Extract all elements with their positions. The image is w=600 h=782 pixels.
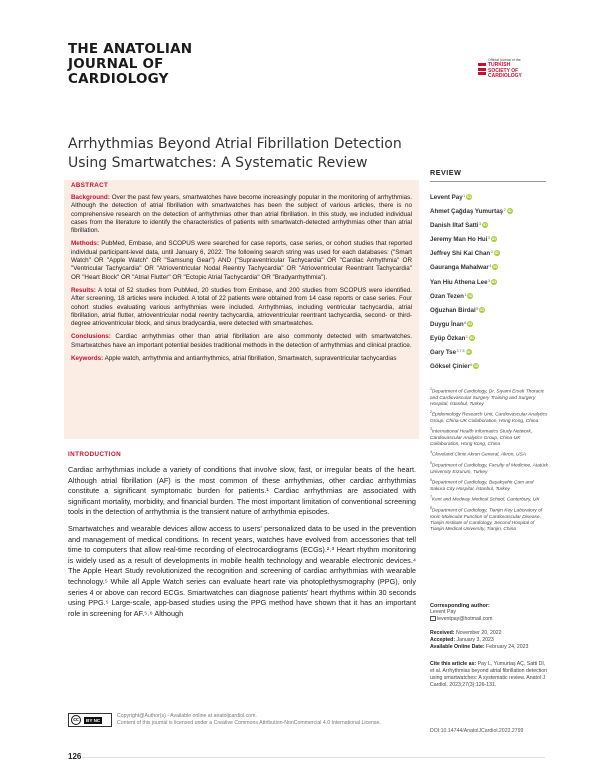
citation-text: Pay L, Yumurtaş AÇ, Satti DI, et al. Arrhythmias beyond atrial fibrillation detection using smartwatches: A systematic review. Anatol J Cardiol. 2023;27(3):126-131. — [430, 661, 548, 688]
orcid-icon[interactable]: iD — [494, 250, 499, 256]
affiliation-item: $^1$Department of Cardiology, Dr. Siyami Ersek Thoracic and Cardiovascular Surgery Training and Surgery Hospital, İstanbul, Turkey — [430, 387, 545, 407]
orcid-icon[interactable]: iD — [469, 334, 474, 340]
orcid-icon[interactable]: iD — [492, 278, 497, 284]
introduction-heading: INTRODUCTION — [68, 451, 122, 458]
introduction-section — [68, 451, 416, 625]
abstract-box — [64, 180, 419, 439]
corresponding-name: Levent Pay — [430, 609, 456, 615]
online-date: Available Online Date: February 24, 2023 — [430, 644, 529, 650]
author-item: Duygu İnan $^6$ iD — [430, 320, 473, 328]
affiliation-list — [430, 386, 548, 534]
corresponding-email[interactable]: leventpay@hotmail.com — [437, 616, 493, 622]
author-item: Ozan Tezen $^1$ iD — [430, 292, 473, 300]
accepted-date: Accepted: January 3, 2023 — [430, 637, 494, 643]
journal-title-line: THE ANATOLIAN — [68, 41, 193, 57]
orcid-icon[interactable]: iD — [482, 222, 487, 228]
footer-divider — [82, 757, 545, 758]
license-text: Copyright@Author(s) - Available online at anatoljcardiol.com. Content of this journal is licensed under a Creative Commons Attribution-NonCommercial 4.0 International License. — [117, 713, 381, 726]
abstract-results: Results: A total of 52 studies from PubMed, 20 studies from Embase, and 200 studies from SCOPUS were identified. After screening, 18 articles were included. A total of 22 patients were obtained from 14 case reports or case series. Four cohort studies evaluating various arrhythmias were included. Arrhythmias, including ventricular tachycardia, atrial fibrillation, atrial flutter, atrioventricular nodal reentry tachycardia, atrioventricular reentrant tachycardia, second- or third-degree atrioventricular block, and sinus bradycardia, were detected with smartwatches. — [71, 286, 412, 328]
orcid-icon[interactable]: iD — [507, 208, 512, 214]
license-block — [68, 713, 418, 727]
affiliation-item: $^2$Epidemiology Research Unit, Cardiovascular Analytics Group, China-UK Collaboration, Hong Kong, China — [430, 410, 548, 424]
review-divider — [430, 181, 546, 182]
society-name: TURKISH SOCIETY OF CARDIOLOGY — [488, 62, 522, 80]
affiliation-item: $^4$Cleveland Clinic Akron General, Akron, USA — [430, 450, 526, 458]
corresponding-author — [430, 603, 548, 623]
introduction-paragraph: Smartwatches and wearable devices allow access to users' personalized data to be used in the prevention and management of medical conditions. In recent years, watches have evolved from accessories that tell time to computers that allow real-time recording of electrocardiograms (ECGs).²˒³ Heart rhythm monitoring is widely used as a result of developments in mobile health technology and wearable electronic devices.⁴ The Apple Heart Study revolutionized the recognition and screening of cardiac arrhythmias with wearable technology.⁵ While all Apple Watch series can evaluate heart rate via photoplethysmography (PPG), only series 4 or above can record ECGs. Smartwatches can diagnose patients' heart rhythms within 30 seconds using PPG.⁵ Large-scale, app-based studies using the PPG method have shown that it has an important role in screening for AF.⁵˒⁶ Although — [68, 523, 416, 618]
orcid-icon[interactable]: iD — [467, 194, 472, 199]
orcid-icon[interactable]: iD — [493, 264, 498, 270]
orcid-icon[interactable]: iD — [480, 306, 485, 312]
abstract-conclusions: Conclusions: Cardiac arrhythmias other than atrial fibrillation are also commonly detected with smartwatches. Smartwatches have an important potential besides traditional methods in the detection of arrhythmias and clinical practice. — [71, 333, 412, 349]
affiliation-item: $^5$Department of Cardiology, Faculty of Medicine, Atatürk University Erzurum, Turkey — [430, 461, 548, 475]
creative-commons-icon: cc BY NC — [68, 713, 112, 727]
abstract-heading: ABSTRACT — [71, 182, 109, 189]
affiliation-item: $^6$Department of Cardiology, Başakşehir Çam and Sakura City Hospital, İstanbul, Turkey — [430, 478, 534, 492]
abstract-background: Background: Over the past few years, smartwatches have become increasingly popular in the monitoring of arrhythmias. Although the detection of atrial fibrillation with smartwatches has been the subject of various articles, there is no comprehensive research on the detection of arrhythmias other than atrial fibrillation. In this study, we included individual cases from the literature to identify the characteristics of patients with smartwatch-detected arrhythmias other than atrial fibrillation. — [71, 194, 412, 235]
abstract-methods: Methods: PubMed, Embase, and SCOPUS were searched for case reports, case series, or cohort studies that reported individual participant-level data, until January 6, 2022. The following search string was used for each databases: ("Smart Watch" OR "Apple Watch" OR "Samsung Gear") AND ("Supraventricular Tachycardia" OR "Cardiac Arrhythmia" OR "Ventricular Tachycardia" OR "Atrioventricular Nodal Reentry Tachycardia" OR "Atrioventricular Reentrant Tachycardia" OR "Heart Block" OR "Atrial Flutter" OR "Ectopic Atrial Tachycardia" OR "Bradyarrhythmia"). — [71, 240, 412, 281]
corresponding-email-row — [430, 616, 548, 623]
society-logo — [478, 58, 548, 80]
doi-link[interactable]: DOI:10.14744/AnatolJCardiol.2022.2799 — [430, 728, 524, 734]
author-item: Ahmet Çağdaş Yumurtaş $^2$ iD — [430, 208, 512, 216]
abstract-keywords: Keywords: Apple watch, arrhythmia and antiarrhythmics, atrial fibrillation, Smartwatch, supraventricular tachycardias — [71, 355, 397, 363]
author-list — [430, 194, 550, 377]
orcid-icon[interactable]: iD — [468, 320, 473, 326]
mail-icon — [430, 616, 436, 621]
orcid-icon[interactable]: iD — [491, 236, 496, 242]
journal-title — [68, 42, 228, 87]
orcid-icon[interactable]: iD — [466, 349, 471, 355]
article-dates — [430, 630, 550, 651]
author-item: Jeffrey Shi Kai Chan $^3$ iD — [430, 250, 499, 258]
orcid-icon[interactable]: iD — [468, 292, 473, 298]
orcid-icon[interactable]: iD — [474, 363, 479, 369]
citation-label: Cite this article as: — [430, 661, 477, 667]
society-official-text: Official journal of the — [488, 58, 521, 62]
affiliation-item: $^8$Department of Cardiology, Tianjin Key Laboratory of Ionic-Molecular Function of Cardiovascular Disease, Tianjin Institute of Cardiology, Second Hospital of Tianjin Medical University, Tianjin, China — [430, 506, 543, 533]
author-item: Eyüp Özkan $^1$ iD — [430, 334, 474, 342]
author-item: Gary Tse $^{3,7,8}$ iD — [430, 349, 471, 357]
page-number: 126 — [68, 752, 82, 761]
citation-block — [430, 661, 548, 689]
introduction-paragraph: Cardiac arrhythmias include a variety of conditions that involve slow, fast, or irregular beats of the heart. Although atrial fibrillation (AF) is the most common of these arrhythmias, other cardiac arrhythmias constitute a significant symptomatic burden for patients.¹ Cardiac arrhythmias are associated with significant mortality, morbidity, and financial burden. The most important limitation of conventional screening tools in the detection of arrhythmia is the transient nature of arrhythmia episodes. — [68, 465, 416, 517]
article-type-label: REVIEW — [430, 168, 462, 177]
journal-title-line: CARDIOLOGY — [68, 71, 169, 87]
author-item: Göksel Çinier $^6$ iD — [430, 363, 479, 371]
received-date: Received: November 20, 2022 — [430, 630, 502, 636]
author-item: Levent Pay $^1$ iD — [430, 194, 472, 201]
author-item: Yan Hiu Athena Lee $^3$ iD — [430, 278, 497, 286]
corresponding-heading: Corresponding author: — [430, 603, 490, 609]
affiliation-item: $^3$International Health Informatics Study Network, Cardiovascular Analytics Group, China-UK Collaboration, Hong Kong, China — [430, 427, 533, 448]
author-item: Danish Iltaf Satti $^3$ iD — [430, 222, 487, 230]
affiliation-item: $^7$Kent and Medway Medical School, Canterbury, UK — [430, 495, 540, 503]
article-title: Arrhythmias Beyond Atrial Fibrillation Detection Using Smartwatches: A Systematic Review — [68, 136, 402, 171]
author-item: Jeremy Man Ho Hui $^3$ iD — [430, 236, 496, 244]
author-item: Gauranga Mahalwar $^4$ iD — [430, 264, 498, 272]
author-item: Oğuzhan Birdal $^5$ iD — [430, 306, 485, 314]
society-mark-icon — [478, 63, 486, 75]
journal-title-line: JOURNAL OF — [68, 56, 164, 72]
